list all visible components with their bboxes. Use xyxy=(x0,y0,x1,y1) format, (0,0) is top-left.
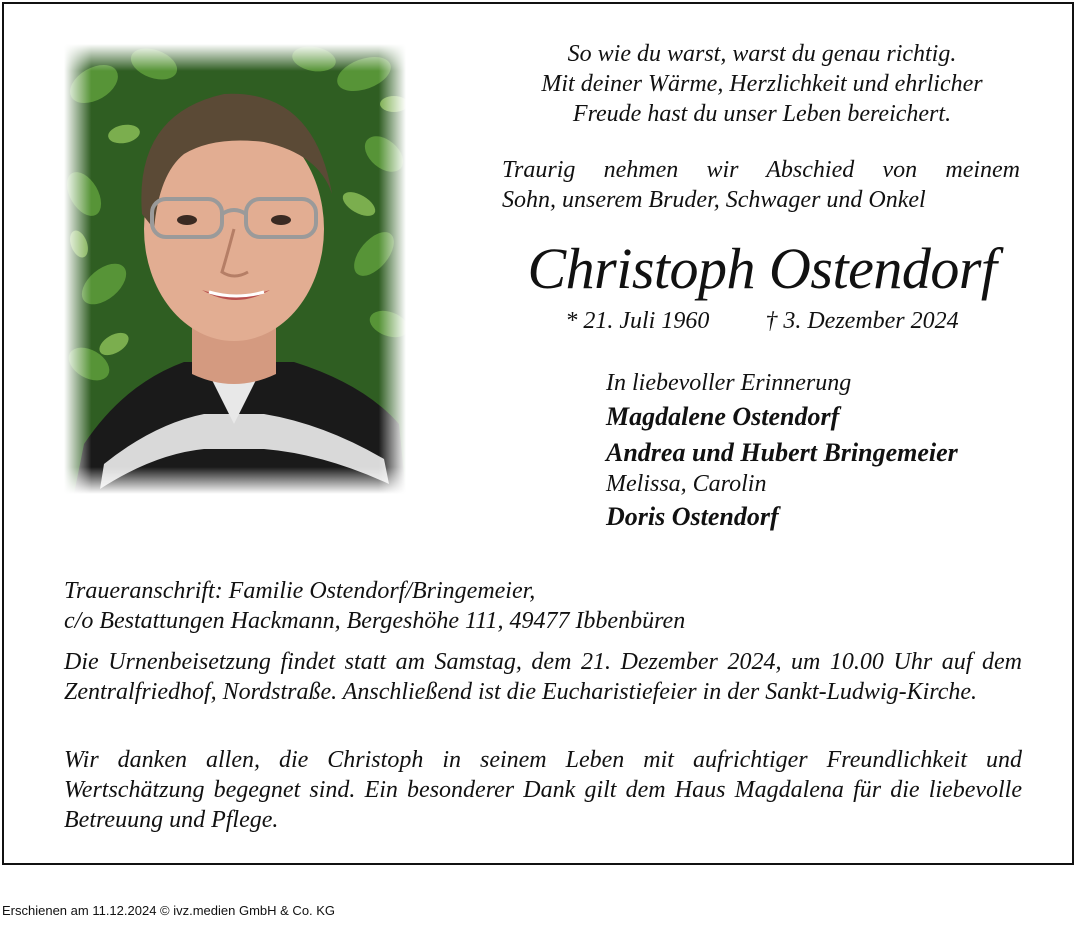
poem-line: Mit deiner Wärme, Herzlichkeit und ehrlicher xyxy=(541,71,983,97)
publication-footer: Erschienen am 11.12.2024 © ivz.medien GmbH & Co. KG xyxy=(2,903,336,918)
burial-notice: Die Urnenbeisetzung findet statt am Samstag, dem 21. Dezember 2024, um 10.00 Uhr auf dem Zentralfriedhof, Nordstraße. Anschließend ist die Eucharistiefeier in der Sankt-Ludwig-Kirche. xyxy=(64,649,1022,705)
death-date: † 3. Dezember 2024 xyxy=(765,308,959,334)
mourner-children: Melissa, Carolin xyxy=(606,471,767,497)
intro-line: Traurig nehmen wir Abschied von meinem xyxy=(502,157,1020,183)
mourners-list xyxy=(606,368,1046,536)
poem-line: So wie du warst, warst du genau richtig. xyxy=(567,41,957,67)
memorial-poem xyxy=(502,39,1022,129)
life-dates xyxy=(502,306,1022,336)
portrait-photo xyxy=(64,44,406,494)
deceased-name: Christoph Ostendorf xyxy=(527,236,997,301)
mourning-address xyxy=(64,576,1024,636)
address-line: c/o Bestattungen Hackmann, Bergeshöhe 111, 49477 Ibbenbüren xyxy=(64,608,686,634)
poem-line: Freude hast du unser Leben bereichert. xyxy=(572,101,952,127)
obituary-frame xyxy=(2,2,1074,865)
intro-line: Sohn, unserem Bruder, Schwager und Onkel xyxy=(502,187,926,213)
mourner-name: Magdalene Ostendorf xyxy=(606,402,840,431)
birth-date: * 21. Juli 1960 xyxy=(565,308,710,334)
thanks-notice: Wir danken allen, die Christoph in seinem Leben mit aufrichtiger Freundlichkeit und Wertschätzung begegnet sind. Ein besonderer Dank gilt dem Haus Magdalena für die liebevolle Betreuung und Pflege. xyxy=(64,747,1022,833)
address-line: Traueranschrift: Familie Ostendorf/Bringemeier, xyxy=(64,578,536,604)
farewell-intro xyxy=(502,155,1020,215)
mourner-name: Doris Ostendorf xyxy=(606,502,779,531)
mourner-name: Andrea und Hubert Bringemeier xyxy=(606,438,958,467)
memory-heading: In liebevoller Erinnerung xyxy=(606,370,852,396)
